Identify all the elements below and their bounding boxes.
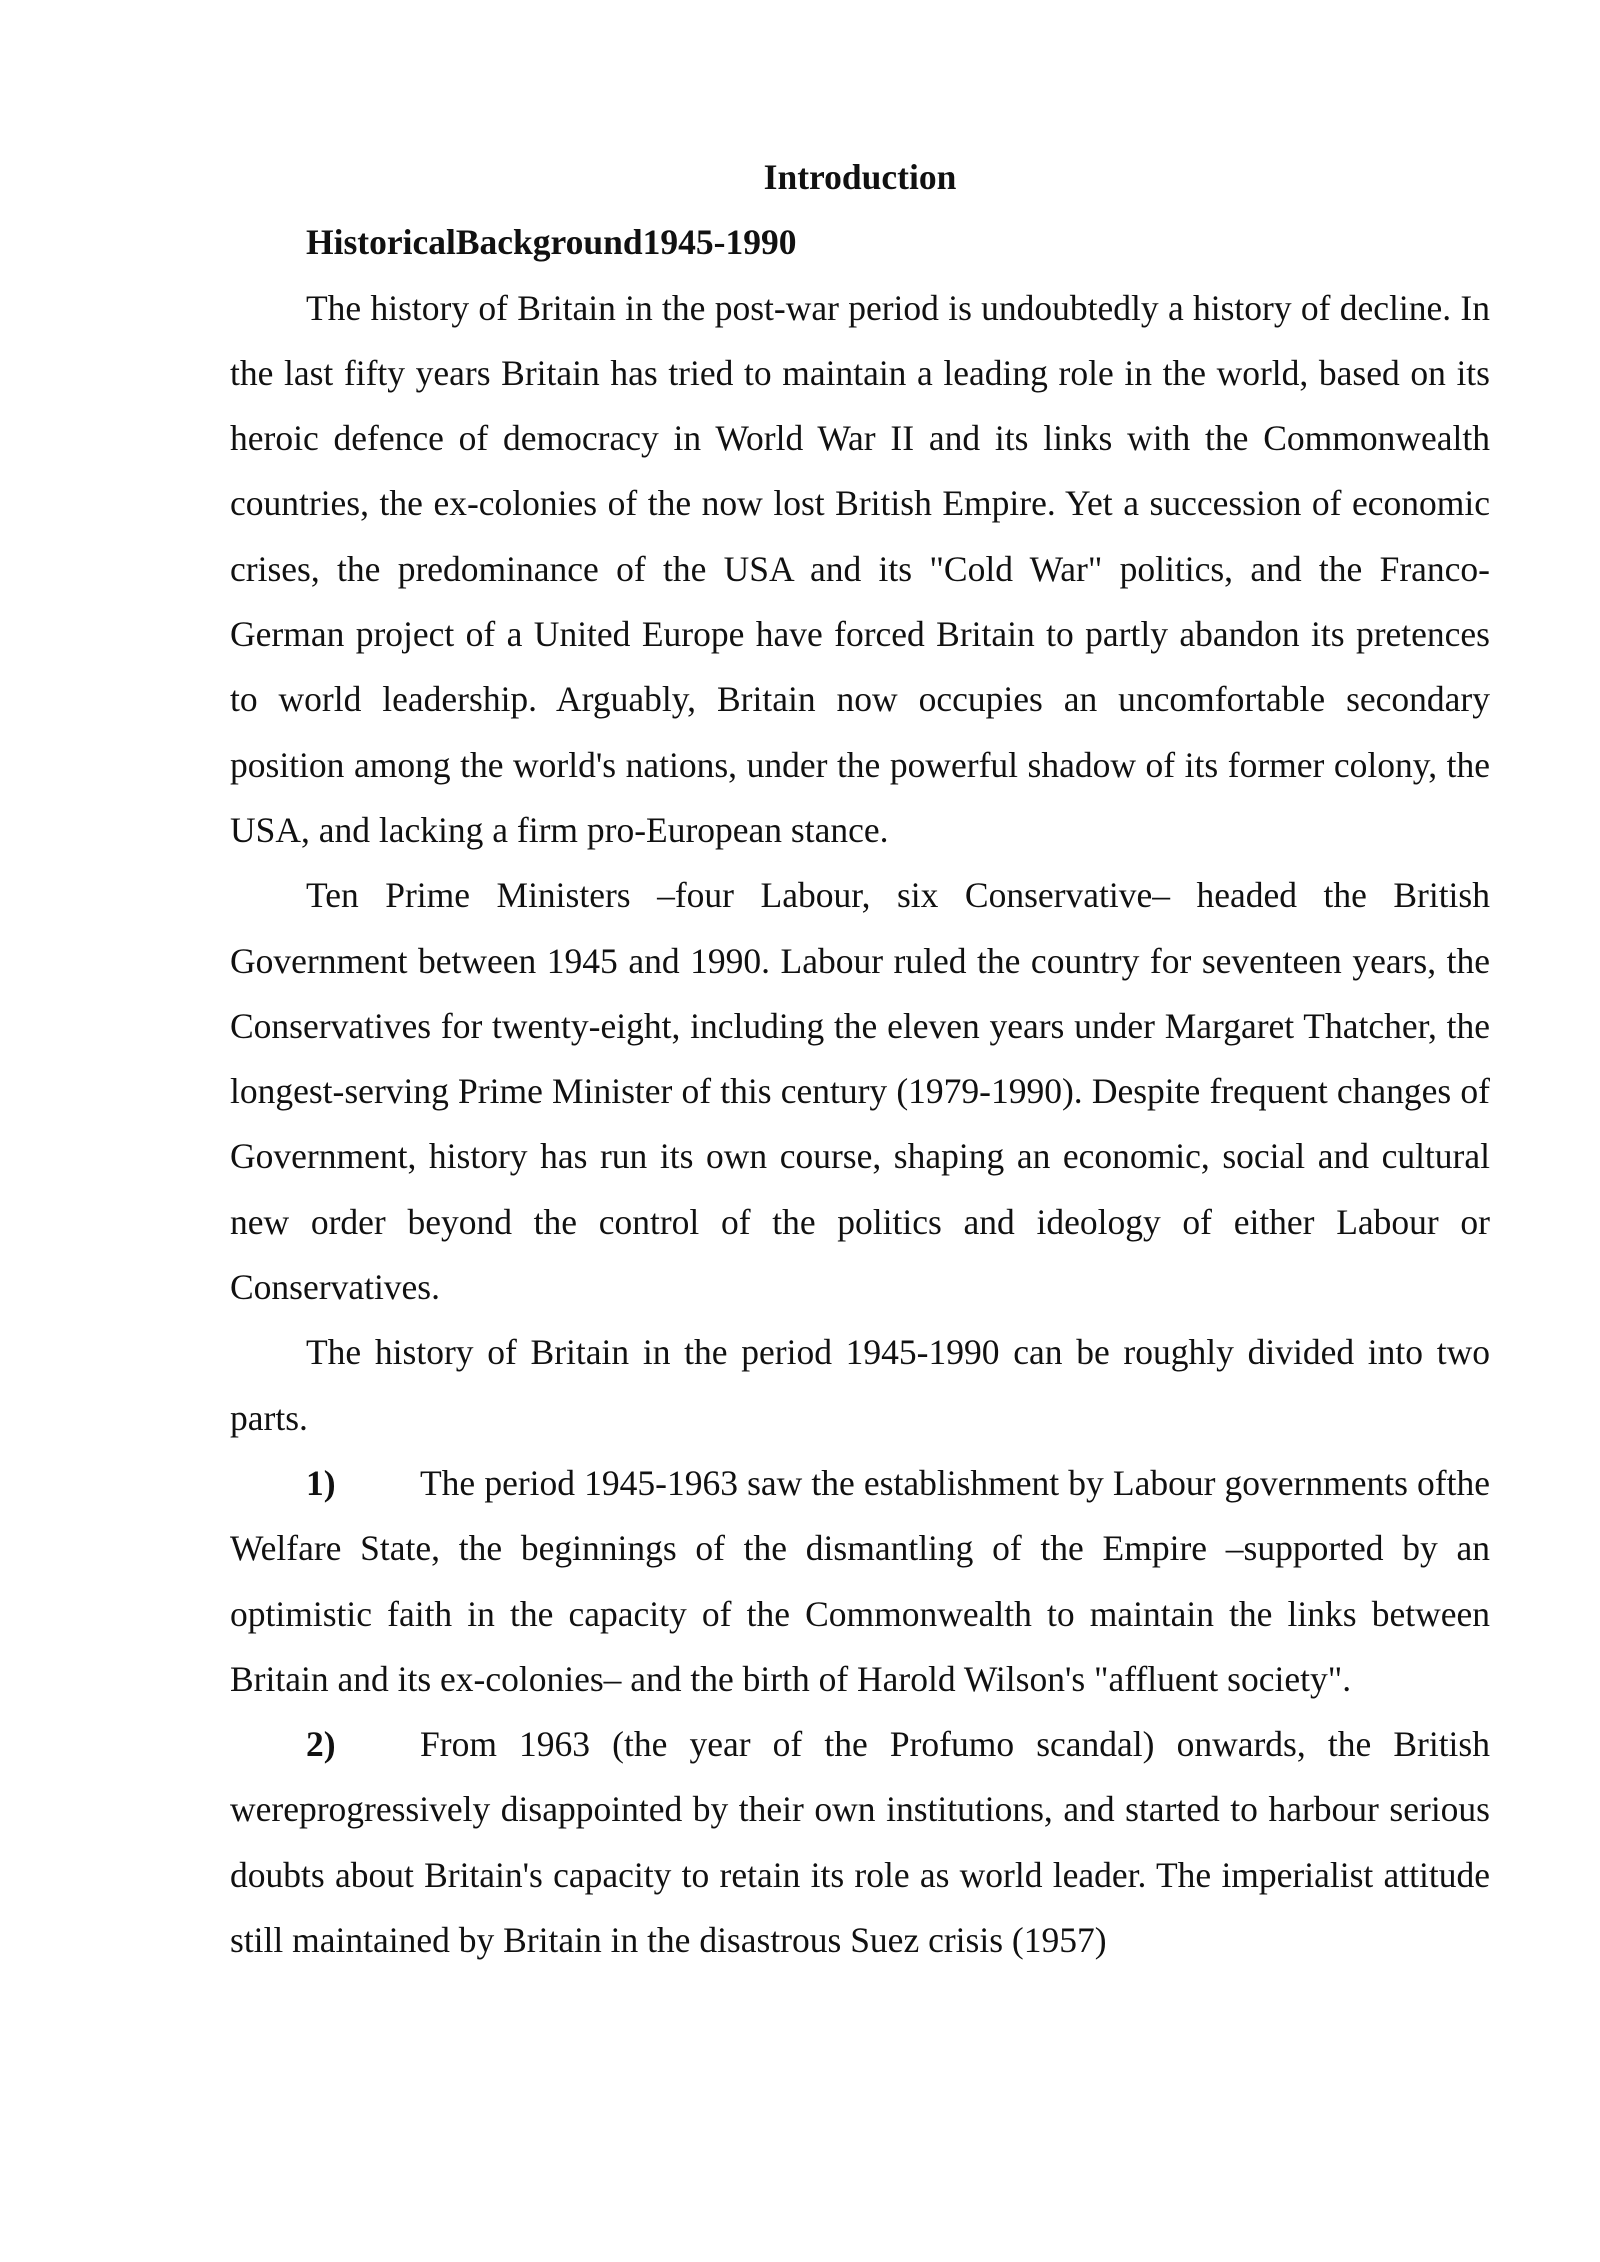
paragraph-post-war-decline: The history of Britain in the post-war period is undoubtedly a history of decline. In the last fifty years Britain has tried to maintain a leading role in the world, based on its heroic defence of democracy in World War II and its links with the Commonwealth countries, the ex-colonies of the now lost British Empire. Yet a succession of economic crises, the predominance of the USA and its "Cold War" politics, and the Franco-German project of a United Europe have forced Britain to partly abandon its pretences to world leadership. Arguably, Britain now occupies an uncomfortable secondary position among the world's nations, under the powerful shadow of its former colony, the USA, and lacking a firm pro-European stance. <box>230 287 1490 850</box>
item-text: The period 1945-1963 saw the establishment by Labour governments ofthe Welfare State, the beginnings of the dismantling of the Empire –supported by an optimistic faith in the capacity of the Commonwealth to maintain the links between Britain and its ex-colonies– and the birth of Harold Wilson's "affluent society". <box>230 1462 1490 1699</box>
paragraph-prime-ministers: Ten Prime Ministers –four Labour, six Conservative– headed the British Government between 1945 and 1990. Labour ruled the country for seventeen years, the Conservatives for twenty-eight, including the eleven years under Margaret Thatcher, the longest-serving Prime Minister of this century (1979-1990). Despite frequent changes of Government, history has run its own course, shaping an economic, social and cultural new order beyond the control of the politics and ideology of either Labour or Conservatives. <box>230 875 1490 1308</box>
page-title: Introduction <box>763 157 957 197</box>
item-number: 2) <box>306 1724 336 1765</box>
numbered-item-1 <box>230 1451 1490 1712</box>
item-text: From 1963 (the year of the Profumo scandal) onwards, the British wereprogressively disappointed by their own institutions, and started to harbour serious doubts about Britain's capacity to retain its role as world leader. The imperialist attitude still maintained by Britain in the disastrous Suez crisis (1957) <box>230 1724 1490 1961</box>
item-number: 1) <box>306 1462 336 1503</box>
section-heading: HistoricalBackground1945-1990 <box>306 222 797 263</box>
document-body <box>230 145 1490 1973</box>
numbered-item-2 <box>230 1712 1490 1973</box>
paragraph-period-division: The history of Britain in the period 1945-1990 can be roughly divided into two parts. <box>230 1332 1490 1438</box>
